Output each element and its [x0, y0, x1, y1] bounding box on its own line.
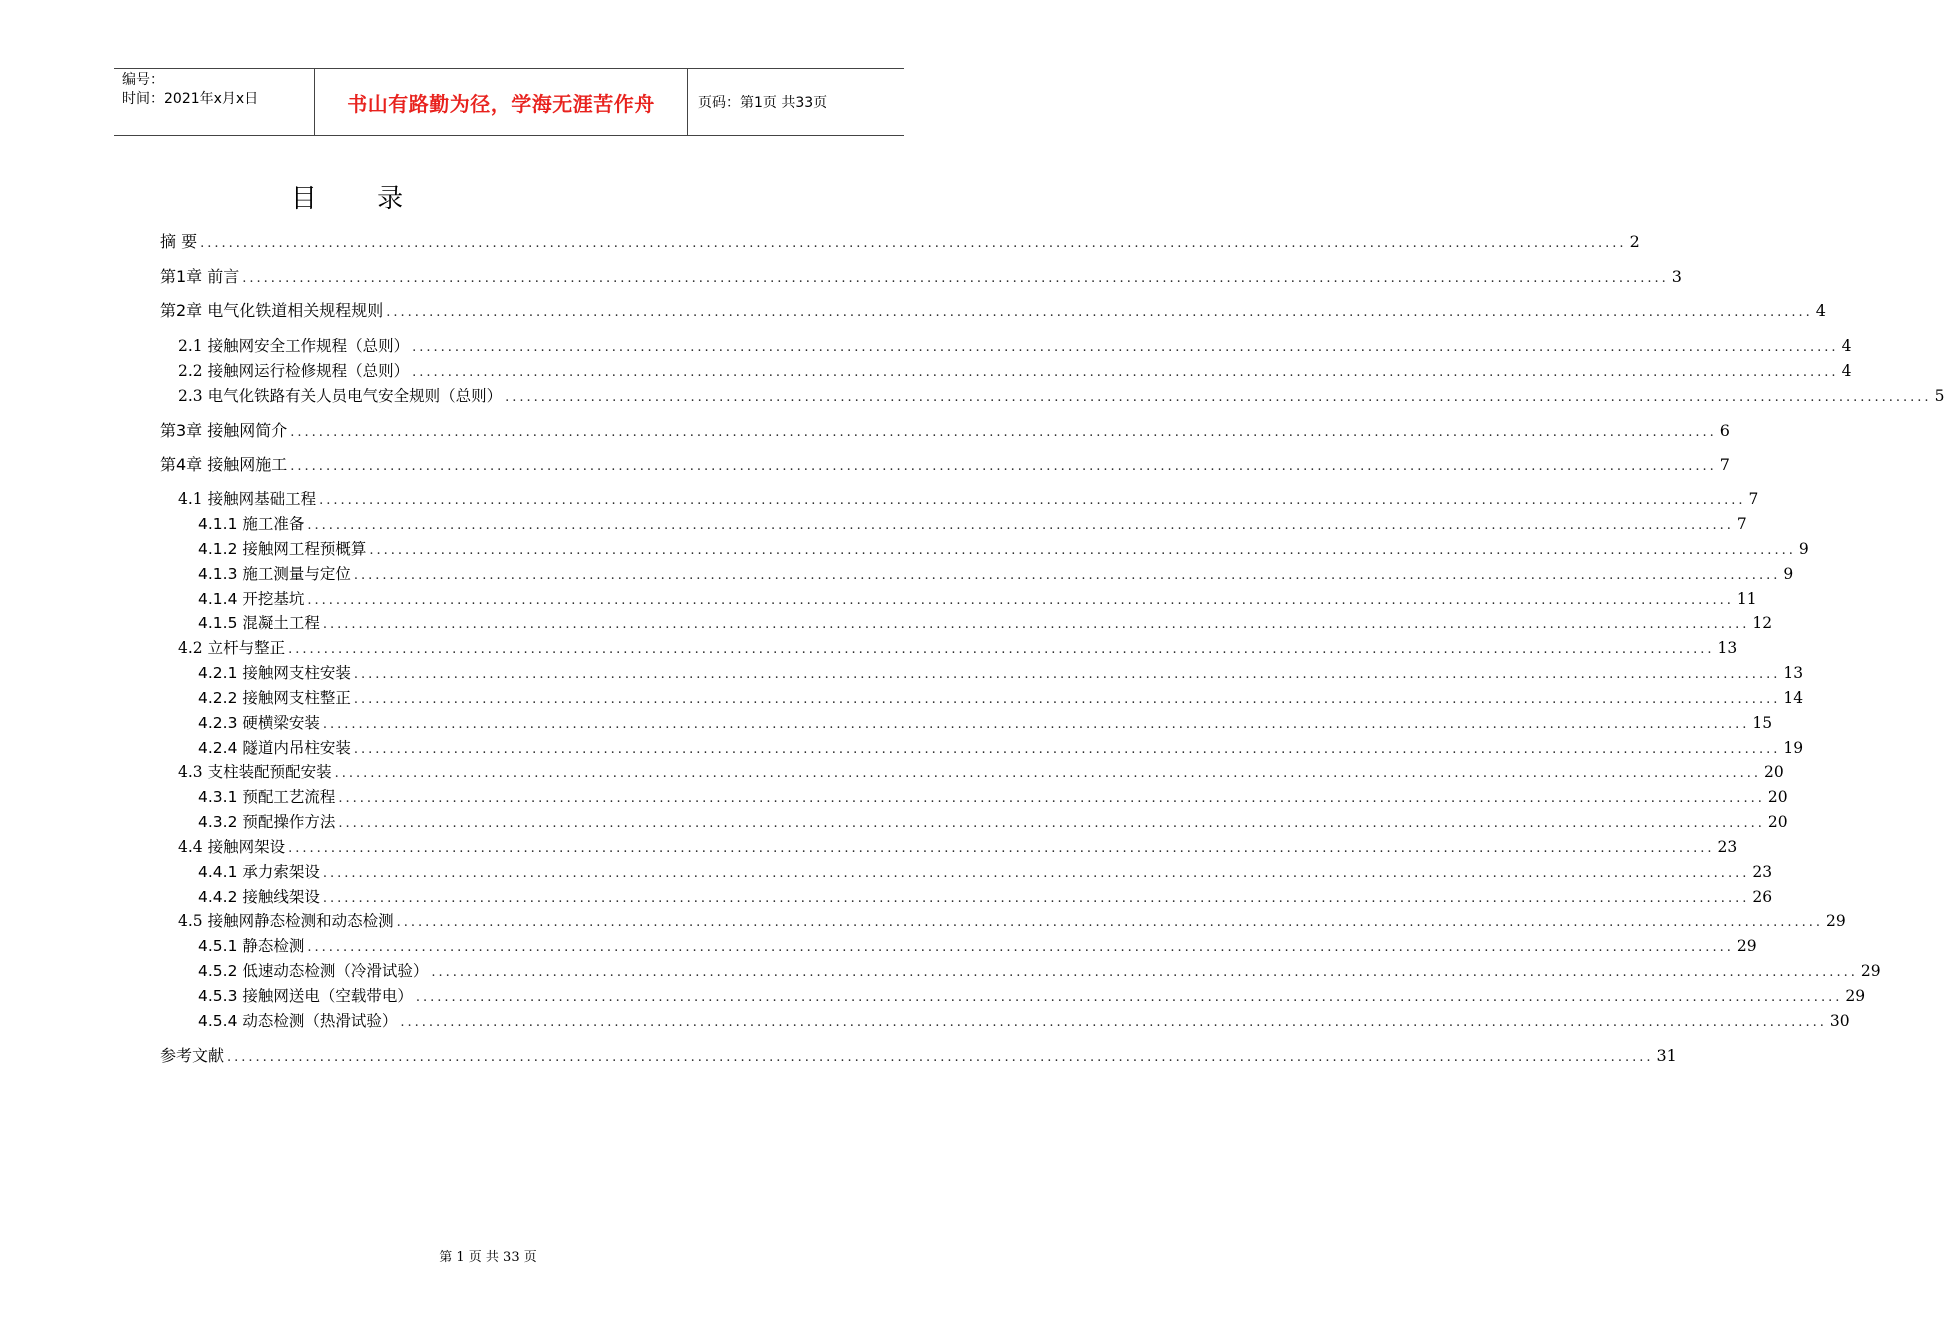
toc-entry-label: 4.2.2 接触网支柱整正	[198, 689, 351, 707]
toc-entry[interactable]	[178, 359, 1852, 383]
toc-entry[interactable]	[198, 562, 1794, 586]
toc-entry-label: 第2章 电气化铁道相关规程规则	[160, 301, 384, 320]
toc-entry-page: 29	[1736, 937, 1757, 955]
toc-leader-dots: ........................................................................................................................................................................................................	[338, 816, 1765, 831]
toc-entry-label: 4.5.1 静态检测	[198, 937, 305, 955]
toc-entry[interactable]	[160, 230, 1640, 254]
toc-entry-label: 4.4.2 接触线架设	[198, 888, 320, 906]
toc-entry-page: 9	[1783, 565, 1794, 583]
toc-entry[interactable]	[198, 1009, 1850, 1033]
toc-entry[interactable]	[198, 984, 1866, 1008]
toc-entry-page: 29	[1826, 912, 1846, 930]
toc-entry[interactable]	[178, 334, 1852, 358]
toc-entry-label: 4.4 接触网架设	[178, 838, 286, 856]
toc-entry-label: 4.2 立杆与整正	[178, 639, 286, 657]
toc-entry-page: 5	[1934, 387, 1944, 405]
toc-entry-page: 4	[1841, 337, 1852, 355]
toc-entry-label: 2.3 电气化铁路有关人员电气安全规则（总则）	[178, 387, 503, 405]
time-label: 时间：2021年x月x日	[122, 91, 259, 107]
toc-entry[interactable]	[178, 384, 1944, 408]
toc-entry-label: 摘 要	[160, 232, 198, 251]
toc-entry[interactable]	[198, 959, 1881, 983]
number-label: 编号：	[122, 72, 164, 88]
toc-leader-dots: ........................................................................................................................................................................................................	[415, 990, 1843, 1005]
toc-entry-page: 12	[1752, 614, 1773, 632]
toc-entry-page: 26	[1752, 888, 1773, 906]
toc-leader-dots: ........................................................................................................................................................................................................	[369, 543, 1796, 558]
toc-entry[interactable]	[198, 611, 1773, 635]
toc-leader-dots: ........................................................................................................................................................................................................	[322, 866, 1750, 881]
toc-leader-dots: ........................................................................................................................................................................................................	[319, 493, 1746, 508]
toc-entry-label: 4.1.1 施工准备	[198, 515, 305, 533]
toc-entry-page: 29	[1860, 962, 1881, 980]
toc-entry-label: 4.1.5 混凝土工程	[198, 614, 320, 632]
page-header	[114, 68, 904, 136]
toc-leader-dots: ........................................................................................................................................................................................................	[412, 340, 1839, 355]
toc-entry[interactable]	[198, 537, 1809, 561]
toc-leader-dots: ........................................................................................................................................................................................................	[288, 841, 1715, 856]
toc-title: 目 录	[290, 184, 430, 214]
toc-leader-dots: ........................................................................................................................................................................................................	[288, 642, 1715, 657]
header-motto: 书山有路勤为径，学海无涯苦作舟	[314, 69, 688, 135]
toc-entry[interactable]	[198, 860, 1773, 884]
toc-entry-label: 4.1 接触网基础工程	[178, 490, 317, 508]
toc-entry-label: 第3章 接触网简介	[160, 421, 288, 440]
toc-leader-dots: ........................................................................................................................................................................................................	[353, 568, 1781, 583]
page-footer: 第 1 页 共 33 页	[439, 1250, 537, 1265]
toc-entry[interactable]	[160, 265, 1682, 289]
toc-entry-page: 31	[1656, 1046, 1677, 1065]
toc-entry-label: 4.3 支柱装配预配安装	[178, 763, 332, 781]
toc-entry-page: 30	[1829, 1012, 1850, 1030]
toc-entry-page: 14	[1783, 689, 1804, 707]
toc-entry[interactable]	[198, 885, 1773, 909]
toc-entry-label: 4.1.4 开挖基坑	[198, 590, 305, 608]
toc-leader-dots: ........................................................................................................................................................................................................	[227, 1050, 1654, 1065]
toc-entry-page: 3	[1671, 267, 1682, 286]
toc-leader-dots: ........................................................................................................................................................................................................	[322, 617, 1750, 632]
toc-leader-dots: ........................................................................................................................................................................................................	[400, 1015, 1827, 1030]
toc-entry-label: 4.5.3 接触网送电（空载带电）	[198, 987, 413, 1005]
toc-leader-dots: ........................................................................................................................................................................................................	[353, 742, 1781, 757]
toc-entry-page: 7	[1748, 490, 1759, 508]
toc-leader-dots: ........................................................................................................................................................................................................	[353, 667, 1781, 682]
toc-entry[interactable]	[178, 760, 1784, 784]
toc-leader-dots: ........................................................................................................................................................................................................	[322, 717, 1750, 732]
toc-entry-label: 4.2.1 接触网支柱安装	[198, 664, 351, 682]
toc-entry[interactable]	[160, 419, 1730, 443]
toc-entry-label: 4.2.3 硬横梁安装	[198, 714, 320, 732]
toc-entry-page: 6	[1719, 421, 1730, 440]
toc-leader-dots: ........................................................................................................................................................................................................	[290, 459, 1717, 474]
toc-entry-page: 23	[1752, 863, 1773, 881]
toc-entry-label: 第1章 前言	[160, 267, 240, 286]
toc-entry-page: 11	[1736, 590, 1757, 608]
header-page-info: 页码：第1页 共33页	[698, 95, 828, 111]
toc-entry[interactable]	[160, 453, 1730, 477]
toc-leader-dots: ........................................................................................................................................................................................................	[396, 915, 1824, 930]
toc-entry-label: 4.3.2 预配操作方法	[198, 813, 336, 831]
toc-entry-label: 4.4.1 承力索架设	[198, 863, 320, 881]
toc-entry[interactable]	[160, 1044, 1677, 1068]
toc-leader-dots: ........................................................................................................................................................................................................	[338, 791, 1765, 806]
toc-entry-page: 20	[1767, 813, 1788, 831]
toc-entry-page: 29	[1845, 987, 1866, 1005]
toc-entry-label: 4.5.2 低速动态检测（冷滑试验）	[198, 962, 429, 980]
toc-entry[interactable]	[198, 686, 1804, 710]
toc-entry[interactable]	[198, 736, 1804, 760]
toc-entry[interactable]	[198, 934, 1757, 958]
toc-entry-label: 4.1.2 接触网工程预概算	[198, 540, 367, 558]
toc-entry[interactable]	[198, 661, 1804, 685]
toc-entry[interactable]	[198, 587, 1757, 611]
toc-entry-page: 2	[1629, 232, 1640, 251]
toc-entry[interactable]	[160, 299, 1826, 323]
toc-entry-label: 参考文献	[160, 1046, 225, 1065]
toc-entry-page: 20	[1764, 763, 1784, 781]
toc-leader-dots: ........................................................................................................................................................................................................	[242, 271, 1669, 286]
toc-entry-page: 19	[1783, 739, 1804, 757]
toc-entry[interactable]	[178, 909, 1846, 933]
toc-leader-dots: ........................................................................................................................................................................................................	[307, 940, 1734, 955]
toc-entry-page: 9	[1798, 540, 1809, 558]
toc-leader-dots: ........................................................................................................................................................................................................	[386, 305, 1813, 320]
toc-entry[interactable]	[198, 512, 1747, 536]
toc-entry-label: 4.5.4 动态检测（热滑试验）	[198, 1012, 398, 1030]
toc-entry-label: 第4章 接触网施工	[160, 455, 288, 474]
header-meta	[114, 69, 314, 135]
toc-entry-label: 2.2 接触网运行检修规程（总则）	[178, 362, 410, 380]
toc-entry[interactable]	[178, 487, 1759, 511]
toc-entry-label: 4.2.4 隧道内吊柱安装	[198, 739, 351, 757]
toc-leader-dots: ........................................................................................................................................................................................................	[307, 593, 1734, 608]
toc-entry-page: 7	[1719, 455, 1730, 474]
toc-entry-page: 7	[1736, 515, 1747, 533]
toc-entry-page: 20	[1767, 788, 1788, 806]
toc-entry-page: 4	[1815, 301, 1826, 320]
toc-entry-page: 15	[1752, 714, 1773, 732]
toc-leader-dots: ........................................................................................................................................................................................................	[353, 692, 1781, 707]
toc-leader-dots: ........................................................................................................................................................................................................	[322, 891, 1750, 906]
toc-leader-dots: ........................................................................................................................................................................................................	[505, 390, 1932, 405]
toc-entry[interactable]	[198, 810, 1788, 834]
toc-leader-dots: ........................................................................................................................................................................................................	[290, 425, 1717, 440]
toc-leader-dots: ........................................................................................................................................................................................................	[200, 236, 1627, 251]
toc-leader-dots: ........................................................................................................................................................................................................	[307, 518, 1734, 533]
toc-entry-page: 13	[1717, 639, 1738, 657]
toc-entry[interactable]	[178, 636, 1738, 660]
toc-entry-label: 4.5 接触网静态检测和动态检测	[178, 912, 394, 930]
toc-entry[interactable]	[198, 711, 1773, 735]
toc-leader-dots: ........................................................................................................................................................................................................	[431, 965, 1858, 980]
toc-entry-page: 4	[1841, 362, 1852, 380]
toc-leader-dots: ........................................................................................................................................................................................................	[334, 766, 1762, 781]
toc-entry-label: 4.3.1 预配工艺流程	[198, 788, 336, 806]
toc-entry-label: 4.1.3 施工测量与定位	[198, 565, 351, 583]
toc-entry-label: 2.1 接触网安全工作规程（总则）	[178, 337, 410, 355]
toc-entry-page: 13	[1783, 664, 1804, 682]
toc-entry[interactable]	[198, 785, 1788, 809]
toc-entry-page: 23	[1717, 838, 1738, 856]
toc-entry[interactable]	[178, 835, 1738, 859]
toc-leader-dots: ........................................................................................................................................................................................................	[412, 365, 1839, 380]
